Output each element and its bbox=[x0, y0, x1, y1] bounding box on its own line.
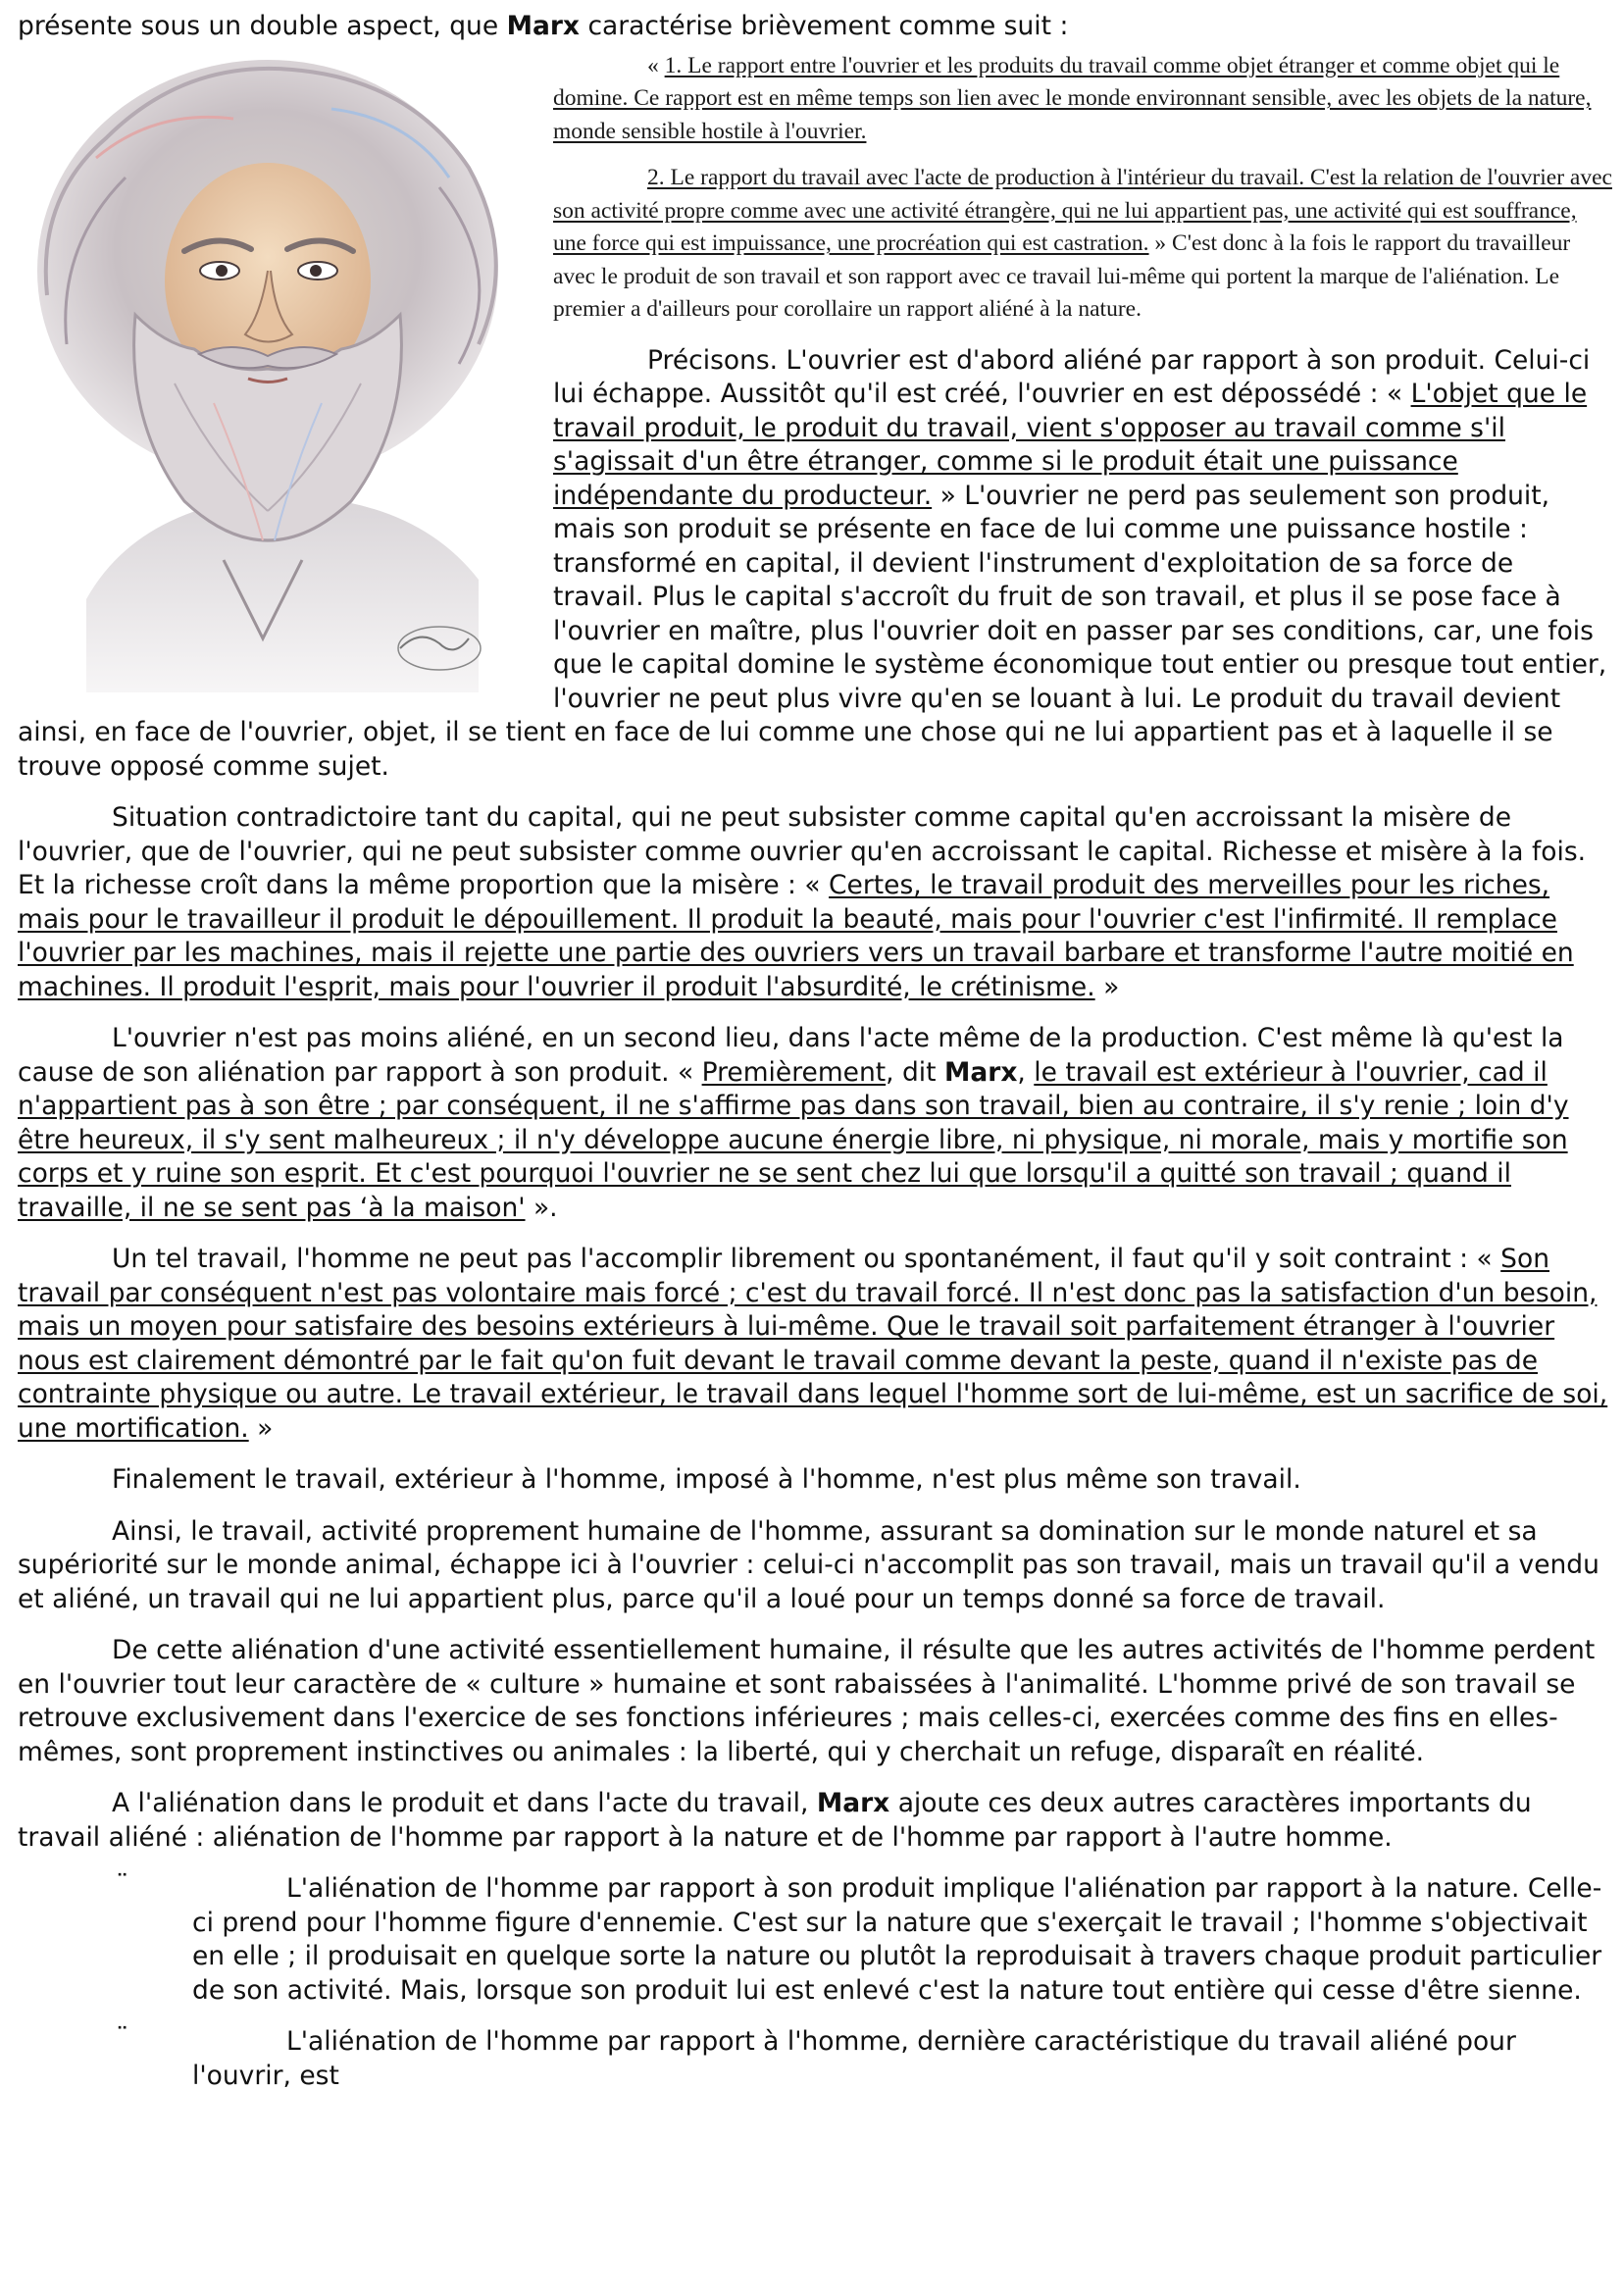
paragraph-7: De cette aliénation d'une activité essentiellement humaine, il résulte que les autres activités de l'homme perdent en l'ouvrier tout leur caractère de « culture » humaine et sont rabaissées à l'animalité. L'homme privé de son travail se retrouve exclusivement dans l'exercice de ses fonctions inférieures ; mais celles-ci, exercées comme des fins en elles-mêmes, sont proprement instinctives ou animales : la liberté, qui y cherchait un refuge, disparaît en réalité. bbox=[18, 1635, 1596, 1767]
paragraph-3: L'ouvrier n'est pas moins aliéné, en un second lieu, dans l'acte même de la production. C'est même là qu'est la cause de son aliénation par rapport à son produit. « Premièrement, dit Marx, le travail est extérieur à l'ouvrier, cad il n'appartient pas à son être ; par conséquent, il ne s'affirme pas dans son travail, bien au contraire, il s'y renie ; loin d'y être heureux, il s'y sent malheureux ; il n'y développe aucune énergie libre, ni physique, ni morale, mais y mortifie son corps et y ruine son esprit. Et c'est pourquoi l'ouvrier ne se sent chez lui que lorsqu'il a quitté son travail ; quand il travaille, il ne se sent pas ‘à la maison' ». bbox=[18, 1023, 1569, 1223]
list-item-text: L'aliénation de l'homme par rapport à son produit implique l'aliénation par rapport à la nature. Celle-ci prend pour l'homme figure d'ennemie. C'est sur la nature que s'exerçait le travail ; l'homme s'objectivait en elle ; il produisait en quelque sorte la nature ou plutôt la reproduisait à travers chaque produit particulier de son activité. Mais, lorsque son produit lui est enlevé c'est la nature tout entière qui cesse d'être sienne. bbox=[192, 1873, 1602, 2006]
bullet-icon: ¨ bbox=[116, 2022, 129, 2053]
quote-point-2: 2. Le rapport du travail avec l'acte de production à l'intérieur du travail. C'est la relation de l'ouvrier avec son activité propre comme avec une activité étrangère, qui ne lui appartient pas, une activité qui est souffrance, une force qui est impuissance, une procréation qui est castration. » C'est donc à la fois le rapport du travailleur avec le produit de son travail et son rapport avec ce travail lui-même qui portent la marque de l'aliénation. Le premier a d'ailleurs pour corollaire un rapport aliéné à la nature. bbox=[553, 165, 1612, 322]
paragraph-4: Un tel travail, l'homme ne peut pas l'accomplir librement ou spontanément, il faut qu'il y soit contraint : « Son travail par conséquent n'est pas volontaire mais forcé ; c'est du travail forcé. Il n'est donc pas la satisfaction d'un besoin, mais un moyen pour satisfaire des besoins extérieurs à lui-même. Que le travail soit parfaitement étranger à l'ouvrier nous est clairement démontré par le fait qu'on fuit devant le travail comme devant la peste, quand il n'existe pas de contrainte physique ou autre. Le travail extérieur, le travail dans lequel l'homme sort de lui-même, est un sacrifice de soi, une mortification. » bbox=[18, 1244, 1608, 1444]
author-name: Marx bbox=[816, 1788, 890, 1818]
quote-point-1: « 1. Le rapport entre l'ouvrier et les produits du travail comme objet étranger et comme objet qui le domine. Ce rapport est en même temps son lien avec le monde environnant sensible, avec les objets de la nature, monde sensible hostile à l'ouvrier. bbox=[553, 52, 1592, 144]
author-name: Marx bbox=[506, 11, 581, 41]
bullet-icon: ¨ bbox=[116, 1869, 129, 1900]
list-item bbox=[18, 1869, 1612, 2008]
marx-caricature bbox=[18, 50, 537, 692]
list-item bbox=[18, 2022, 1612, 2093]
document-page bbox=[18, 10, 1612, 2093]
list-item-text: L'aliénation de l'homme par rapport à l'homme, dernière caractéristique du travail aliéné pour l'ouvrir, est bbox=[192, 2026, 1516, 2091]
paragraph-1: Précisons. L'ouvrier est d'abord aliéné par rapport à son produit. Celui-ci lui échappe. Aussitôt qu'il est créé, l'ouvrier en est dépossédé : « L'objet que le travail produit, le produit du travail, vient s'opposer au travail comme s'il s'agissait d'un être étranger, comme si le produit était une puissance indépendante du producteur. » L'ouvrier ne perd pas seulement son produit, mais son produit se présente en face de lui comme une puissance hostile : transformé en capital, il devient l'instrument d'exploitation de sa force de travail. Plus le capital s'accroît du fruit de son travail, et plus il se pose face à l'ouvrier en maître, plus l'ouvrier doit en passer par ses conditions, car, une fois que le capital domine le système économique tout entier ou presque tout entier, l'ouvrier ne peut plus vivre qu'en se louant à lui. Le produit du travail devient ainsi, en face de l'ouvrier, objet, il se tient en face de lui comme une chose qui ne lui appartient pas et à laquelle il se trouve opposé comme sujet. bbox=[18, 344, 1607, 782]
author-name: Marx bbox=[944, 1056, 1018, 1088]
paragraph-8: A l'aliénation dans le produit et dans l'acte du travail, Marx ajoute ces deux autres caractères importants du travail aliéné : aliénation de l'homme par rapport à la nature et de l'homme par rapport à l'autre homme. bbox=[18, 1788, 1532, 1853]
marx-caricature-drawing bbox=[18, 50, 537, 692]
paragraph-5: Finalement le travail, extérieur à l'homme, imposé à l'homme, n'est plus même son travail. bbox=[112, 1464, 1301, 1495]
paragraph-6: Ainsi, le travail, activité proprement humaine de l'homme, assurant sa domination sur le monde naturel et sa supériorité sur le monde animal, échappe ici à l'ouvrier : celui-ci n'accomplit pas son travail, mais un travail qu'il a vendu et aliéné, un travail qui ne lui appartient plus, parce qu'il a loué pour un temps donné sa force de travail. bbox=[18, 1515, 1599, 1614]
paragraph-2: Situation contradictoire tant du capital, qui ne peut subsister comme capital qu'en accroissant la misère de l'ouvrier, que de l'ouvrier, qui ne peut subsister comme ouvrier qu'en accroissant le capital. Richesse et misère à la fois. Et la richesse croît dans la même proportion que la misère : « Certes, le travail produit des merveilles pour les riches, mais pour le travailleur il produit le dépouillement. Il produit la beauté, mais pour l'ouvrier c'est l'infirmité. Il remplace l'ouvrier par les machines, mais il rejette une partie des ouvriers vers un travail barbare et transforme l'autre moitié en machines. Il produit l'esprit, mais pour l'ouvrier il produit l'absurdité, le crétinisme. » bbox=[18, 802, 1587, 1002]
intro-line: présente sous un double aspect, que Marx caractérise brièvement comme suit : bbox=[18, 11, 1069, 41]
